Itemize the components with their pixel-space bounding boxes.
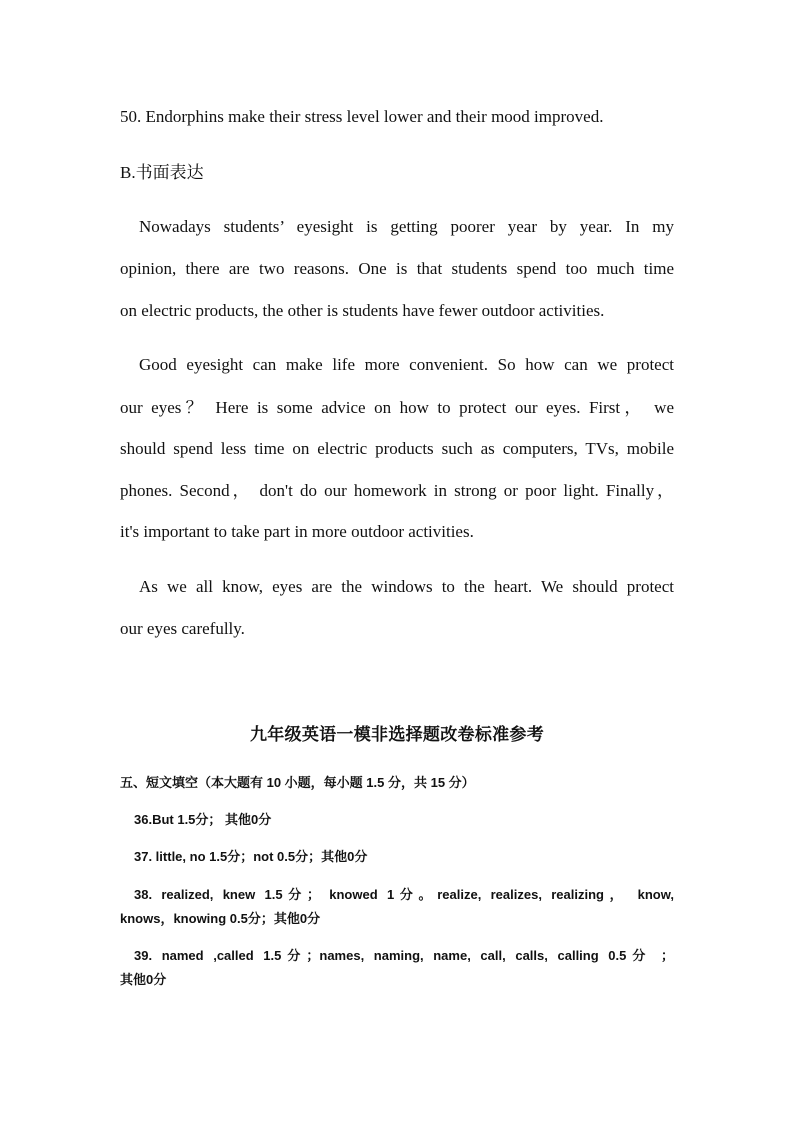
essay-paragraph-1-line-2: opinion, there are two reasons. One is that students spend too much time — [120, 259, 674, 278]
answer-38-line-2: knows，knowing 0.5分；其他0分 — [120, 911, 321, 926]
answer-39-line-1: 39. named ,called 1.5分；names, naming, name, call, calls, calling 0.5分 ； — [134, 948, 674, 963]
sentence-50: 50. Endorphins make their stress level lower and their mood improved. — [120, 107, 604, 126]
section-b-label — [120, 162, 204, 183]
answer-39-line-2: 其他0分 — [120, 972, 167, 987]
essay-paragraph-1-line-3: on electric products, the other is students have fewer outdoor activities. — [120, 301, 605, 320]
section-b-label-text: B.书面表达 — [120, 163, 204, 182]
marking-guide-title: 九年级英语一模非选择题改卷标准参考 — [249, 725, 545, 744]
essay-paragraph-2-line-3: should spend less time on electric products such as computers, TVs, mobile — [120, 439, 674, 458]
essay-paragraph-3-line-2: our eyes carefully. — [120, 619, 245, 638]
essay-paragraph-2-line-2: our eyes？ Here is some advice on how to protect our eyes. First， we — [120, 398, 674, 417]
answer-36: 36.But 1.5分； 其他0分 — [134, 812, 272, 827]
essay-paragraph-1-line-1: Nowadays students’ eyesight is getting poorer year by year. In my — [139, 217, 674, 236]
answer-37: 37. little, no 1.5分；not 0.5分；其他0分 — [134, 849, 368, 864]
essay-paragraph-2-line-5: it's important to take part in more outdoor activities. — [120, 522, 474, 541]
marking-guide-section-heading: 五、短文填空（本大题有 10 小题，每小题 1.5 分，共 15 分） — [120, 775, 475, 790]
answer-38-line-1: 38. realized, knew 1.5分； knowed 1分。realize, realizes, realizing， know, — [134, 887, 674, 902]
essay-paragraph-3-line-1: As we all know, eyes are the windows to the heart. We should protect — [139, 577, 674, 596]
essay-paragraph-2-line-4: phones. Second， don't do our homework in strong or poor light. Finally， — [120, 481, 674, 500]
essay-paragraph-2-line-1: Good eyesight can make life more convenient. So how can we protect — [139, 355, 674, 374]
